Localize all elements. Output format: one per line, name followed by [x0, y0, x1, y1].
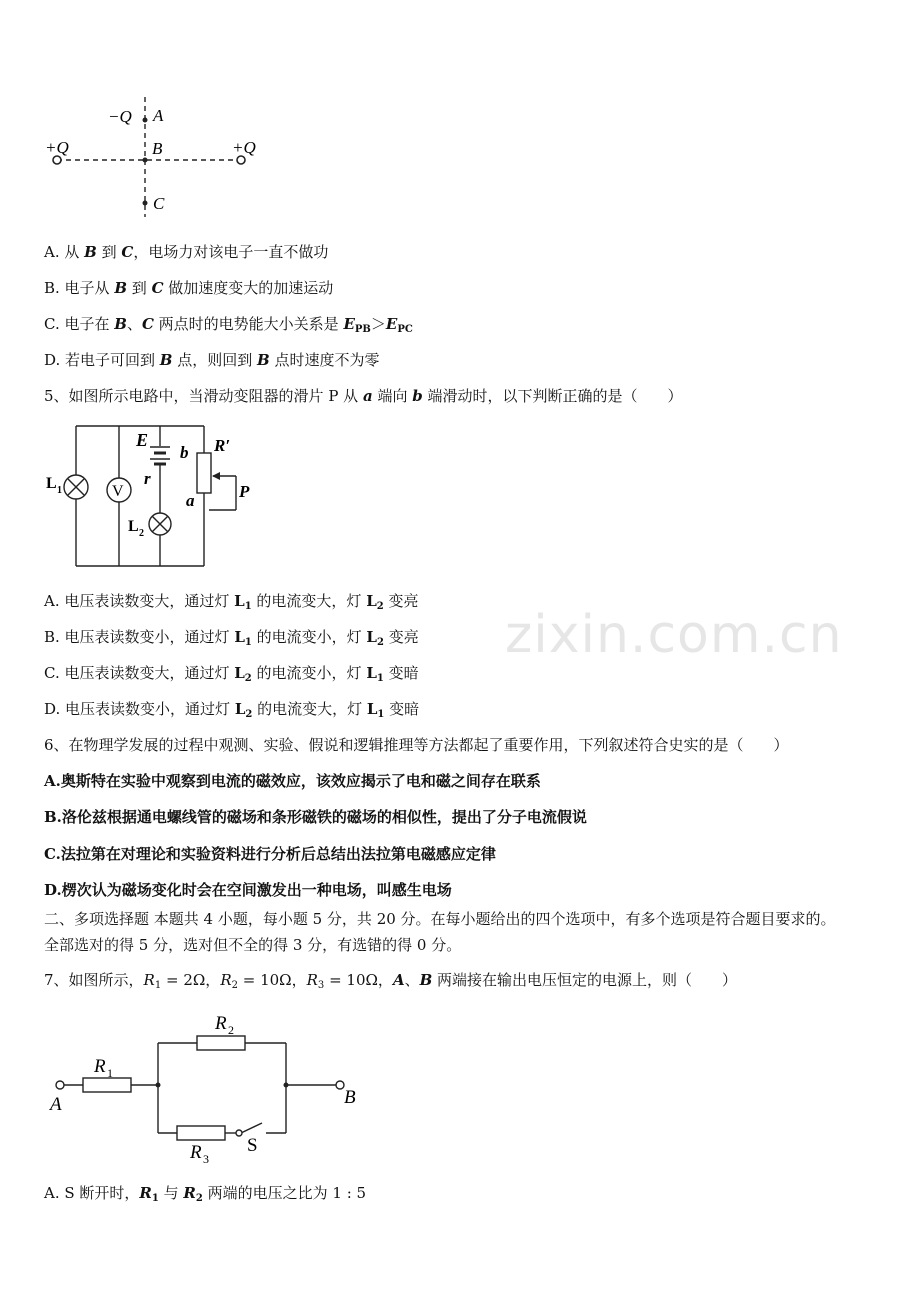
q5-stem: 5、如图所示电路中，当滑动变阻器的滑片 P 从 a 端向 b 端滑动时，以下判断正确的是（ ） — [44, 387, 683, 405]
circuit-diagram-q5 — [40, 418, 270, 573]
svg-text:V: V — [112, 483, 124, 500]
svg-text:R: R — [94, 1056, 106, 1077]
svg-text:r: r — [144, 469, 151, 488]
resistor-r2 — [197, 1036, 245, 1050]
label-neg-q: −Q — [108, 107, 132, 126]
terminal-b — [336, 1081, 344, 1089]
svg-text:S: S — [247, 1135, 258, 1156]
point-b — [143, 158, 148, 163]
label-pos-q-right: +Q — [232, 138, 256, 157]
svg-text:3: 3 — [203, 1152, 209, 1166]
q5-option-a: A. 电压表读数变大，通过灯 $L_1$ 的电流变大，灯 $L_2$ 变亮 — [44, 592, 419, 612]
q5-option-d: D. 电压表读数变小，通过灯 $L_2$ 的电流变大，灯 $L_1$ 变暗 — [44, 700, 420, 720]
charge-diagram — [40, 95, 280, 225]
q4-option-c: C. 电子在 B、C 两点时的电势能大小关系是 $E_{PB}>E_{PC}$ — [44, 315, 413, 335]
svg-text:L: L — [128, 518, 139, 535]
label-b: B — [152, 139, 163, 158]
svg-text:1: 1 — [57, 485, 62, 496]
svg-text:B: B — [344, 1087, 356, 1108]
q4-option-d: D. 若电子可回到 B 点，则回到 B 点时速度不为零 — [44, 351, 380, 369]
svg-text:2: 2 — [228, 1023, 234, 1037]
watermark: zixin.com.cn — [505, 605, 843, 665]
svg-text:L: L — [46, 475, 57, 492]
point-a — [143, 118, 148, 123]
svg-text:2: 2 — [139, 528, 144, 539]
rheostat — [197, 453, 211, 493]
charge-right — [237, 156, 245, 164]
q5-option-b: B. 电压表读数变小，通过灯 $L_1$ 的电流变小，灯 $L_2$ 变亮 — [44, 628, 419, 648]
point-c — [143, 201, 148, 206]
q7-stem: 7、如图所示，$R_1 = 2\Omega$，$R_2 = 10\Omega$，$R_3 = 10\Omega$，A、B 两端接在输出电压恒定的电源上，则（ ） — [44, 971, 738, 991]
circuit-diagram-q7 — [40, 1005, 370, 1170]
terminal-a — [56, 1081, 64, 1089]
q6-stem: 6、在物理学发展的过程中观测、实验、假说和逻辑推理等方法都起了重要作用，下列叙述符合史实的是（ ） — [44, 736, 789, 754]
svg-text:a: a — [186, 491, 195, 510]
q6-option-b: B.洛伦兹根据通电螺线管的磁场和条形磁铁的磁场的相似性，提出了分子电流假说 — [44, 808, 587, 826]
svg-text:R: R — [215, 1013, 227, 1034]
q4-option-a: A. 从 B 到 C，电场力对该电子一直不做功 — [44, 243, 329, 261]
resistor-r1 — [83, 1078, 131, 1092]
svg-text:1: 1 — [107, 1066, 113, 1080]
svg-text:b: b — [180, 443, 189, 462]
label-c: C — [153, 194, 165, 213]
svg-text:E: E — [136, 430, 149, 450]
section2-line1: 二、多项选择题 本题共 4 小题，每小题 5 分，共 20 分。在每小题给出的四个选项中，有多个选项是符合题目要求的。 — [44, 910, 836, 928]
svg-text:R: R — [190, 1142, 202, 1163]
q5-option-c: C. 电压表读数变大，通过灯 $L_2$ 的电流变小，灯 $L_1$ 变暗 — [44, 664, 419, 684]
svg-text:R′: R′ — [214, 436, 231, 455]
q4-option-b: B. 电子从 B 到 C 做加速度变大的加速运动 — [44, 279, 334, 297]
q6-option-d: D.楞次认为磁场变化时会在空间激发出一种电场，叫感生电场 — [44, 881, 452, 899]
section2-line2: 全部选对的得 5 分，选对但不全的得 3 分，有选错的得 0 分。 — [44, 936, 462, 954]
q6-option-c: C.法拉第在对理论和实验资料进行分析后总结出法拉第电磁感应定律 — [44, 845, 496, 863]
q7-option-a: A. S 断开时，$R_1$ 与 $R_2$ 两端的电压之比为 1 : 5 — [44, 1184, 367, 1204]
q6-option-a: A.奥斯特在实验中观察到电流的磁效应，该效应揭示了电和磁之间存在联系 — [44, 772, 541, 790]
label-pos-q-left: +Q — [45, 138, 69, 157]
label-a: A — [153, 106, 164, 125]
svg-text:P: P — [239, 482, 250, 501]
svg-text:A: A — [50, 1094, 62, 1115]
resistor-r3 — [177, 1126, 225, 1140]
switch-s — [236, 1130, 242, 1136]
charge-left — [53, 156, 61, 164]
